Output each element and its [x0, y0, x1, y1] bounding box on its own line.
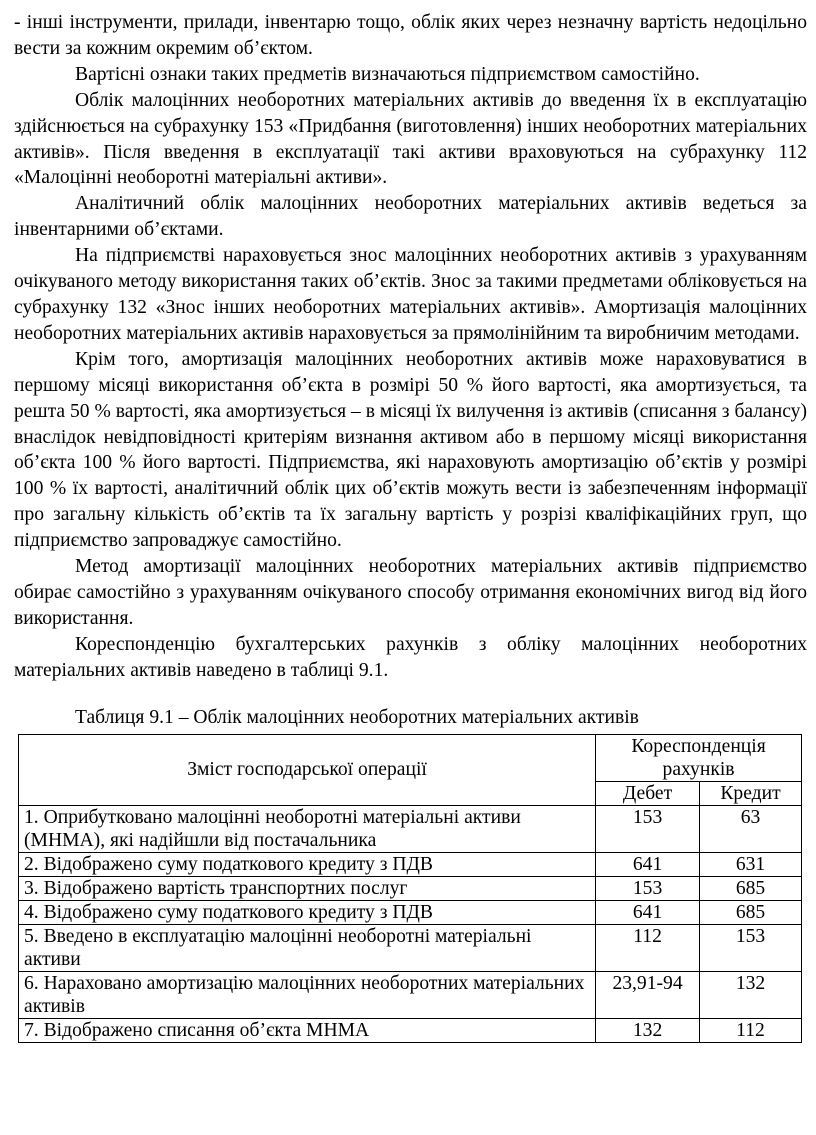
row-credit: 153 — [700, 924, 802, 971]
row-debit: 153 — [596, 805, 700, 852]
row-debit: 132 — [596, 1018, 700, 1042]
header-debit: Дебет — [596, 781, 700, 805]
header-operation: Зміст господарської операції — [19, 734, 596, 805]
accounts-table — [18, 734, 802, 1043]
row-operation: 2. Відображено суму податкового кредиту з ПДВ — [19, 852, 596, 876]
row-operation: 6. Нараховано амортизацію малоцінних необоротних матеріальних активів — [19, 971, 596, 1018]
row-credit: 685 — [700, 900, 802, 924]
table-row — [19, 971, 802, 1018]
table-header-row — [19, 734, 802, 781]
row-credit: 63 — [700, 805, 802, 852]
header-credit: Кредит — [700, 781, 802, 805]
row-operation: 3. Відображено вартість транспортних послуг — [19, 876, 596, 900]
row-operation: 7. Відображено списання об’єкта МНМА — [19, 1018, 596, 1042]
row-debit: 112 — [596, 924, 700, 971]
row-debit: 153 — [596, 876, 700, 900]
row-debit: 641 — [596, 852, 700, 876]
table-row — [19, 876, 802, 900]
row-credit: 631 — [700, 852, 802, 876]
table-row — [19, 852, 802, 876]
paragraph: Кореспонденцію бухгалтерських рахунків з обліку малоцінних необоротних матеріальних активів наведено в таблиці 9.1. — [14, 633, 807, 681]
row-operation: 5. Введено в експлуатацію малоцінні необоротні матеріальні активи — [19, 924, 596, 971]
paragraph: Аналітичний облік малоцінних необоротних матеріальних активів ведеться за інвентарними об’єктами. — [14, 193, 807, 241]
paragraph: На підприємстві нараховується знос малоцінних необоротних активів з урахуванням очікуваного методу використання таких об’єктів. Знос за такими предметами обліковується на субрахунку 132 «Знос інших необоротних матеріальних активів». Амортизація малоцінних необоротних матеріальних активів нараховується за прямолінійним та виробничим методами. — [14, 245, 807, 344]
table-row — [19, 805, 802, 852]
table-row — [19, 924, 802, 971]
body-text — [14, 10, 807, 684]
row-operation: 4. Відображено суму податкового кредиту з ПДВ — [19, 900, 596, 924]
row-credit: 132 — [700, 971, 802, 1018]
row-operation: 1. Оприбутковано малоцінні необоротні матеріальні активи (МНМА), які надійшли від постачальника — [19, 805, 596, 852]
table-row — [19, 1018, 802, 1042]
paragraph: Вартісні ознаки таких предметів визначаються підприємством самостійно. — [75, 63, 700, 85]
row-credit: 685 — [700, 876, 802, 900]
paragraph: Крім того, амортизація малоцінних необоротних активів може нараховуватися в першому місяці використання об’єкта в розмірі 50 % його вартості, яка амортизується, та решта 50 % вартості, яка амортизується – в місяці їх вилучення із активів (списання з балансу) внаслідок невідповідності критеріям визнання активом або в першому місяці використання об’єкта 100 % його вартості. Підприємства, які нараховують амортизацію об’єктів у розмірі 100 % їх вартості, аналітичний облік цих об’єктів можуть вести із забезпеченням інформації про загальну кількість об’єктів та їх загальну вартість у розрізі кваліфікаційних груп, що підприємство запроваджує самостійно. — [14, 348, 807, 552]
row-credit: 112 — [700, 1018, 802, 1042]
row-debit: 23,91-94 — [596, 971, 700, 1018]
paragraph: - інші інструменти, прилади, інвентарю тощо, облік яких через незначну вартість недоцільно вести за кожним окремим об’єктом. — [14, 12, 807, 59]
paragraph: Облік малоцінних необоротних матеріальних активів до введення їх в експлуатацію здійснюється на субрахунку 153 «Придбання (виготовлення) інших необоротних матеріальних активів». Після введення в експлуатації такі активи враховуються на субрахунку 112 «Малоцінні необоротні матеріальні активи». — [14, 89, 807, 189]
row-debit: 641 — [596, 900, 700, 924]
header-correspondence: Кореспонденція рахунків — [596, 734, 802, 781]
table-caption: Таблиця 9.1 – Облік малоцінних необоротних матеріальних активів — [75, 706, 639, 728]
table-row — [19, 900, 802, 924]
paragraph: Метод амортизації малоцінних необоротних матеріальних активів підприємство обирає самостійно з урахуванням очікуваного способу отримання економічних вигод від його використання. — [14, 556, 807, 629]
document-page — [14, 10, 807, 1043]
